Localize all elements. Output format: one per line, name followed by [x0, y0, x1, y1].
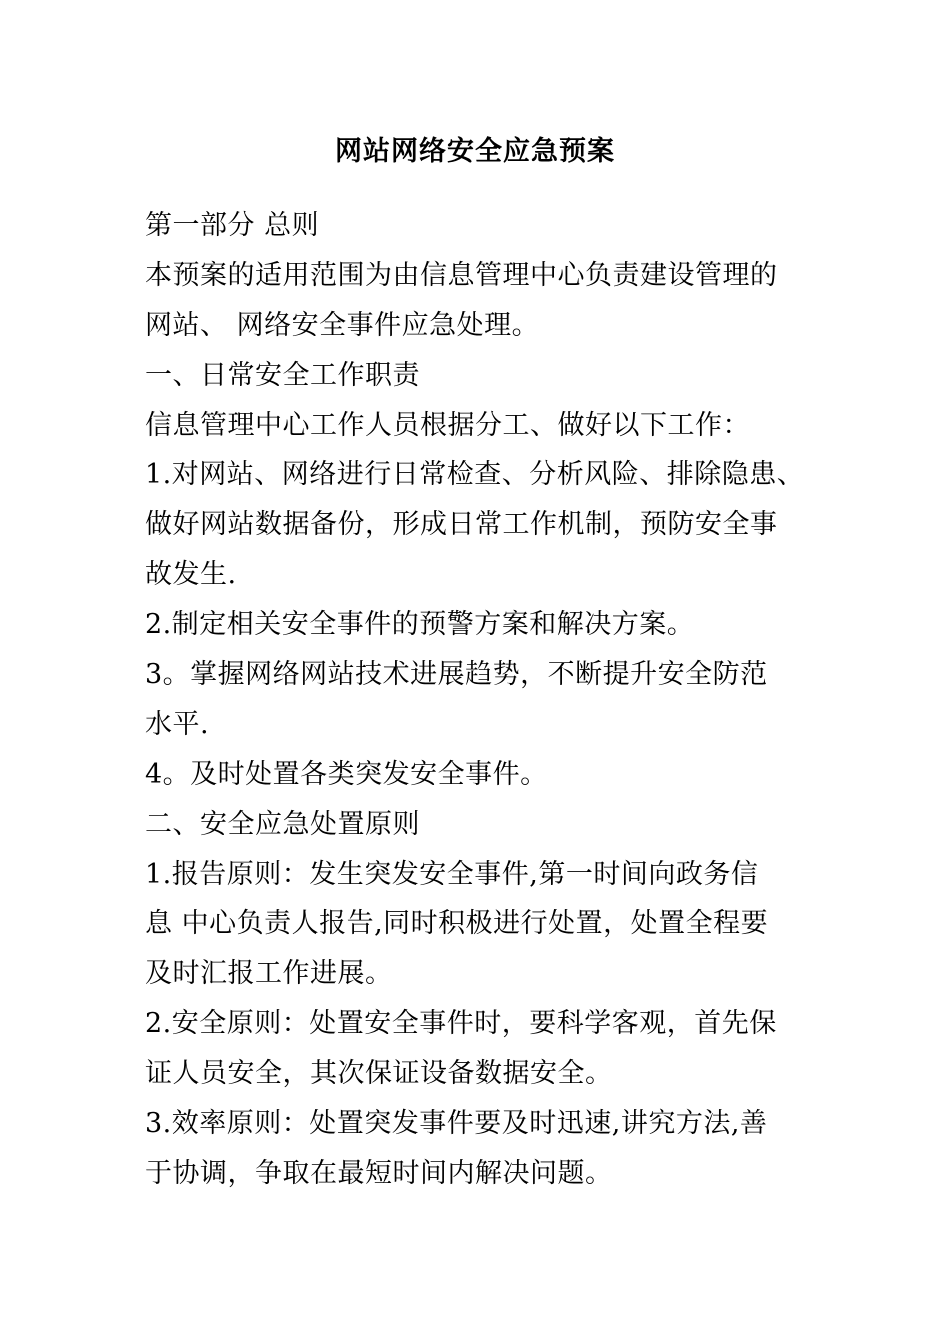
text-line: 及时汇报工作进展。: [145, 958, 393, 990]
list-item: 2.制定相关安全事件的预警方案和解决方案。: [145, 609, 695, 641]
section-heading-daily-duties: 一、日常安全工作职责: [145, 359, 420, 391]
list-item: 1.报告原则：发生突发安全事件,第一时间向政务信: [145, 858, 759, 890]
text-line: 网站、 网络安全事件应急处理。: [145, 309, 540, 341]
text-line: 信息管理中心工作人员根据分工、做好以下工作：: [145, 409, 750, 441]
document-body: [145, 201, 835, 1199]
section-heading-general: 第一部分 总则: [145, 210, 320, 241]
list-item: 4。及时处置各类突发安全事件。: [145, 758, 548, 790]
document-title: 网站网络安全应急预案: [335, 136, 615, 167]
text-line: 于协调，争取在最短时间内解决问题。: [145, 1157, 613, 1189]
list-item: 1.对网站、网络进行日常检查、分析风险、排除隐患、: [145, 459, 805, 491]
text-line: 本预案的适用范围为由信息管理中心负责建设管理的: [145, 259, 778, 291]
text-line: 水平.: [145, 708, 210, 740]
text-line: 息 中心负责人报告,同时积极进行处置，处置全程要: [145, 908, 769, 940]
text-line: 做好网站数据备份，形成日常工作机制，预防安全事: [145, 509, 778, 541]
list-item: 2.安全原则：处置安全事件时，要科学客观，首先保: [145, 1008, 777, 1040]
text-line: 故发生.: [145, 559, 237, 591]
list-item: 3。掌握网络网站技术进展趋势，不断提升安全防范: [145, 659, 768, 691]
text-line: 证人员安全，其次保证设备数据安全。: [145, 1058, 613, 1090]
section-heading-principles: 二、安全应急处置原则: [145, 808, 420, 840]
list-item: 3.效率原则：处置突发事件要及时迅速,讲究方法,善: [145, 1108, 768, 1140]
